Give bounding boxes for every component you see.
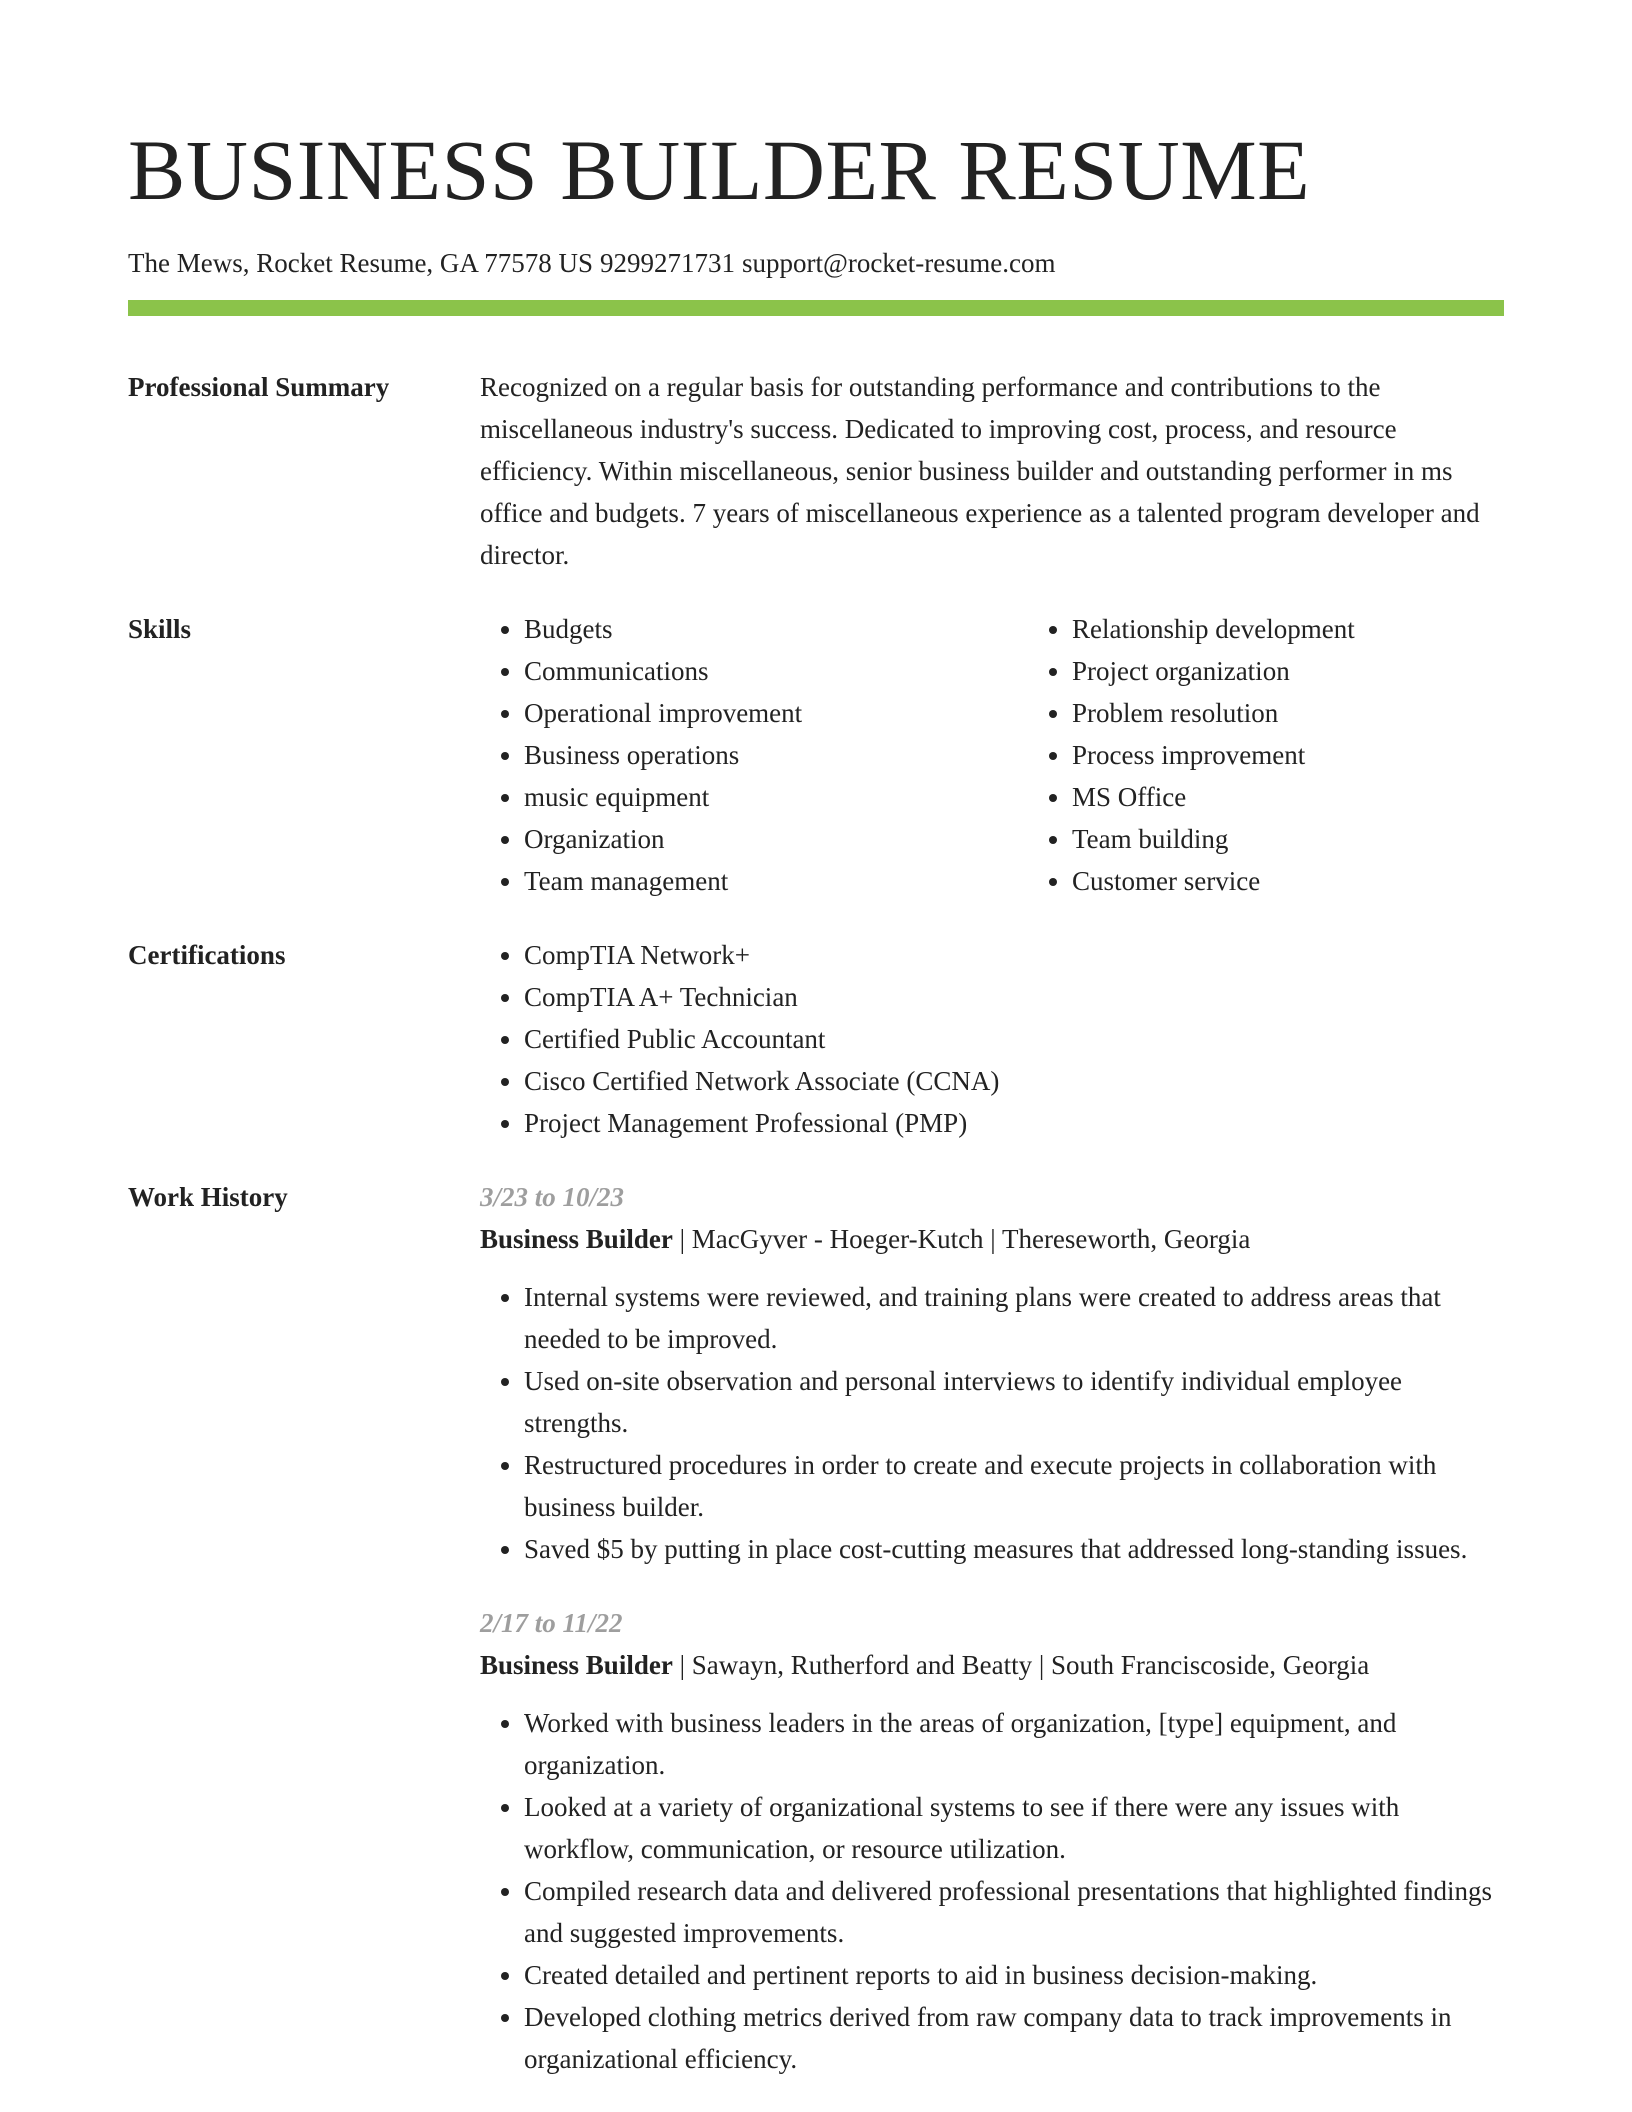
job-duty: • Worked with business leaders in the areas of organization, [type] equipment, and organization. [524, 1702, 1504, 1786]
skills-grid [480, 608, 1576, 902]
resume-title: BUSINESS BUILDER RESUME [128, 122, 1311, 218]
summary-section [128, 366, 1504, 576]
work-history-heading: Work History [128, 1182, 288, 1212]
contact-line [128, 246, 1504, 280]
contact-address: The Mews, Rocket Resume, GA 77578 US [128, 248, 593, 278]
skills-section [128, 608, 1504, 902]
job-title: Business Builder [480, 1650, 673, 1680]
skill-item: • Budgets [524, 608, 1028, 650]
summary-text: Recognized on a regular basis for outstanding performance and contributions to the miscellaneous industry's success. Dedicated to improving cost, process, and resource efficiency. Within miscellaneous, senior business builder and outstanding performer in ms office and budgets. 7 years of miscellaneous experience as a talented program developer and director. [480, 372, 1480, 570]
job-duty: • Developed clothing metrics derived from raw company data to track improvements in organizational efficiency. [524, 1996, 1504, 2080]
skill-item: • Communications [524, 650, 1028, 692]
resume-document [128, 0, 1504, 2080]
contact-phone: 9299271731 [599, 248, 735, 278]
work-history-body [480, 1176, 1504, 2080]
job-heading [480, 1644, 1504, 1686]
skill-item: • Business operations [524, 734, 1028, 776]
summary-heading: Professional Summary [128, 372, 390, 402]
job-entry [480, 1602, 1504, 2080]
skill-item: • Team building [1072, 818, 1576, 860]
job-duty: • Used on-site observation and personal interviews to identify individual employee strengths. [524, 1360, 1504, 1444]
job-dates: 3/23 to 10/23 [480, 1182, 625, 1212]
certification-item: • Certified Public Accountant [524, 1018, 1504, 1060]
job-duty: • Compiled research data and delivered professional presentations that highlighted findings and suggested improvements. [524, 1870, 1504, 1954]
job-duty: • Created detailed and pertinent reports to aid in business decision-making. [524, 1954, 1504, 1996]
work-history-section [128, 1176, 1504, 2080]
job-duty: • Looked at a variety of organizational systems to see if there were any issues with workflow, communication, or resource utilization. [524, 1786, 1504, 1870]
skill-item: • Process improvement [1072, 734, 1576, 776]
job-duty: • Saved $5 by putting in place cost-cutting measures that addressed long-standing issues. [524, 1528, 1504, 1570]
skills-list-right [1028, 608, 1576, 902]
certifications-body [480, 934, 1504, 1144]
job-duties-list [480, 1276, 1504, 1570]
job-employer: | Sawayn, Rutherford and Beatty | South Franciscoside, Georgia [672, 1650, 1370, 1680]
job-employer: | MacGyver - Hoeger-Kutch | Thereseworth, Georgia [672, 1224, 1251, 1254]
contact-email: support@rocket-resume.com [741, 248, 1056, 278]
certifications-list [480, 934, 1504, 1144]
job-entry [480, 1176, 1504, 1570]
skill-item: • Team management [524, 860, 1028, 902]
skill-item: • MS Office [1072, 776, 1576, 818]
certification-item: • Cisco Certified Network Associate (CCNA) [524, 1060, 1504, 1102]
job-duties-list [480, 1702, 1504, 2080]
skills-list-left [480, 608, 1028, 902]
job-duty: • Restructured procedures in order to create and execute projects in collaboration with business builder. [524, 1444, 1504, 1528]
certification-item: • CompTIA Network+ [524, 934, 1504, 976]
certifications-section [128, 934, 1504, 1144]
header-accent-rule [128, 300, 1504, 316]
job-dates: 2/17 to 11/22 [480, 1608, 623, 1638]
job-duty: • Internal systems were reviewed, and training plans were created to address areas that needed to be improved. [524, 1276, 1504, 1360]
skill-item: • Organization [524, 818, 1028, 860]
skill-item: • Customer service [1072, 860, 1576, 902]
skill-item: • Project organization [1072, 650, 1576, 692]
skill-item: • music equipment [524, 776, 1028, 818]
skill-item: • Operational improvement [524, 692, 1028, 734]
job-title: Business Builder [480, 1224, 673, 1254]
skill-item: • Problem resolution [1072, 692, 1576, 734]
job-heading [480, 1218, 1504, 1260]
certification-item: • CompTIA A+ Technician [524, 976, 1504, 1018]
skill-item: • Relationship development [1072, 608, 1576, 650]
certifications-heading: Certifications [128, 940, 286, 970]
certification-item: • Project Management Professional (PMP) [524, 1102, 1504, 1144]
skills-heading: Skills [128, 614, 192, 644]
